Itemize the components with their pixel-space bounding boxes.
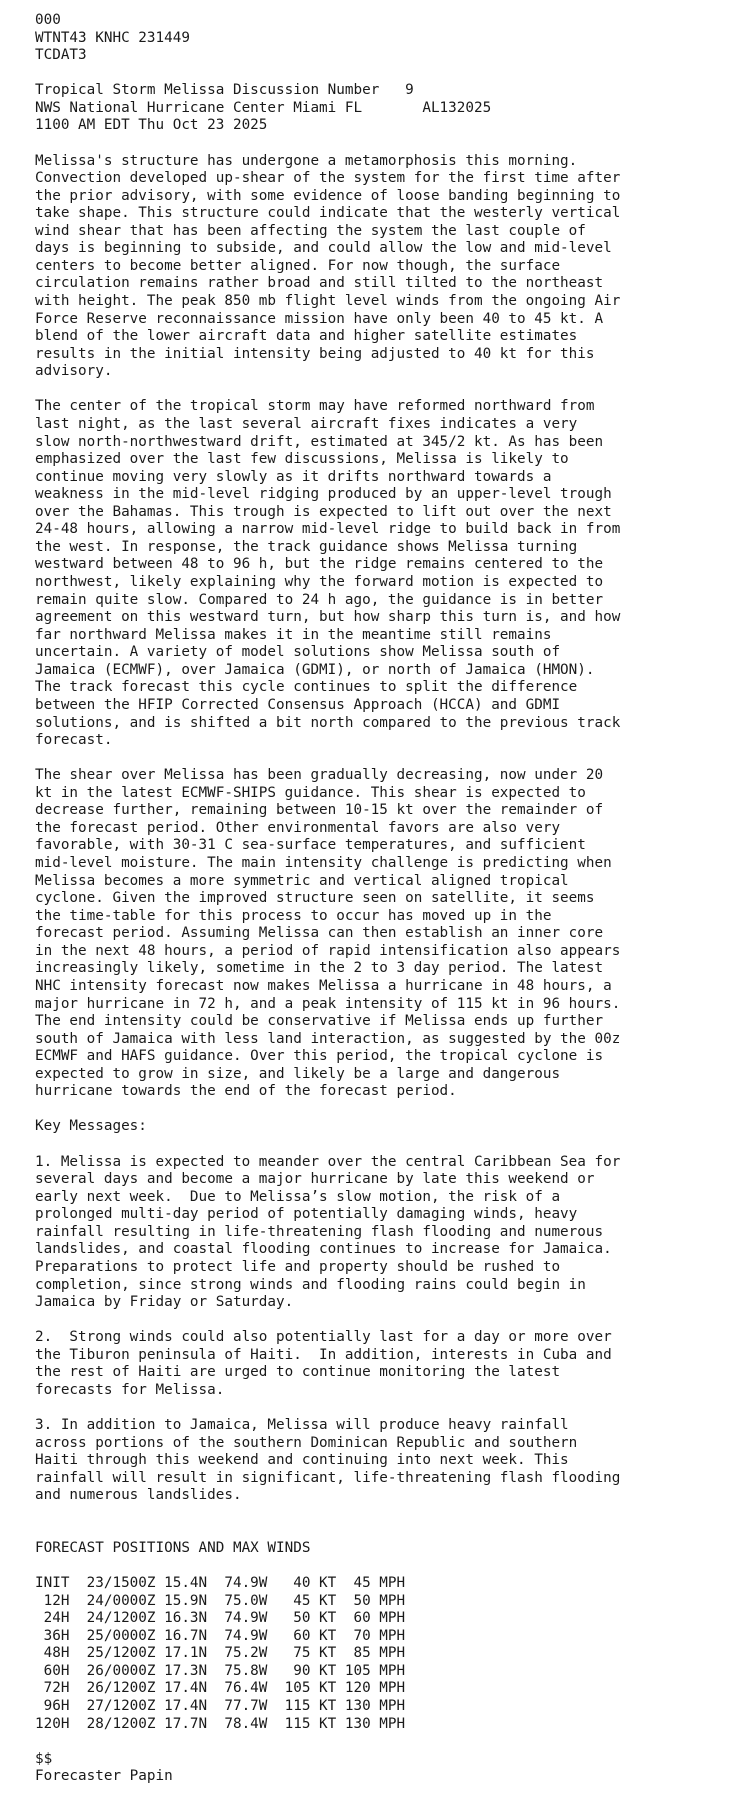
text-line: decrease further, remaining between 10-15 kt over the remainder of	[35, 802, 604, 819]
text-line: $$	[35, 1750, 53, 1767]
text-line: several days and become a major hurricane by late this weekend or	[35, 1171, 595, 1188]
text-line: forecast period. Assuming Melissa can then establish an inner core	[35, 925, 604, 942]
text-line: in the next 48 hours, a period of rapid intensification also appears	[35, 942, 621, 959]
text-line: remain quite slow. Compared to 24 h ago, the guidance is in better	[35, 591, 604, 608]
text-line: slow north-northwestward drift, estimated at 345/2 kt. As has been	[35, 433, 604, 450]
text-line: 2. Strong winds could also potentially last for a day or more over	[35, 1329, 612, 1346]
text-line: 36H 25/0000Z 16.7N 74.9W 60 KT 70 MPH	[35, 1627, 406, 1644]
text-line: days is beginning to subside, and could allow the low and mid-level	[35, 240, 612, 257]
text-line	[35, 381, 620, 399]
text-line: 000	[35, 12, 61, 28]
text-line: far northward Melissa makes it in the meantime still remains	[35, 626, 552, 643]
text-line: westward between 48 to 96 h, but the ridge remains centered to the	[35, 556, 604, 573]
text-line: northwest, likely explaining why the forward motion is expected to	[35, 574, 604, 590]
text-line: cyclone. Given the improved structure seen on satellite, it seems	[35, 890, 595, 907]
text-line: 96H 27/1200Z 17.4N 77.7W 115 KT 130 MPH	[35, 1698, 406, 1714]
text-line: results in the initial intensity being adjusted to 40 kt for this	[35, 345, 595, 362]
text-line: WTNT43 KNHC 231449	[35, 29, 190, 46]
text-line	[35, 750, 620, 768]
text-line: centers to become better aligned. For now though, the surface	[35, 257, 561, 274]
text-line	[35, 1136, 620, 1154]
text-line: 24-48 hours, allowing a narrow mid-level ridge to build back in from	[35, 521, 621, 538]
text-line: NHC intensity forecast now makes Melissa a hurricane in 48 hours, a	[35, 977, 612, 994]
text-line: last night, as the last several aircraft fixes indicates a very	[35, 415, 578, 432]
text-line: uncertain. A variety of model solutions show Melissa south of	[35, 644, 561, 661]
text-line: advisory.	[35, 363, 113, 380]
text-line: kt in the latest ECMWF-SHIPS guidance. This shear is expected to	[35, 784, 586, 801]
text-line: TCDAT3	[35, 47, 87, 64]
text-line	[35, 1558, 620, 1576]
text-line: 3. In addition to Jamaica, Melissa will produce heavy rainfall	[35, 1417, 569, 1433]
text-line: take shape. This structure could indicate that the westerly vertical	[35, 205, 621, 222]
text-line: hurricane towards the end of the forecast period.	[35, 1083, 457, 1100]
text-line: across portions of the southern Dominican Republic and southern	[35, 1434, 578, 1451]
text-line: Key Messages:	[35, 1118, 147, 1135]
text-line: between the HFIP Corrected Consensus Approach (HCCA) and GDMI	[35, 696, 561, 713]
text-line: mid-level moisture. The main intensity challenge is predicting when	[35, 855, 612, 871]
text-line: The center of the tropical storm may have reformed northward from	[35, 398, 595, 415]
text-line: and numerous landslides.	[35, 1487, 242, 1504]
text-line: Melissa's structure has undergone a metamorphosis this morning.	[35, 152, 578, 169]
text-line: landslides, and coastal flooding continues to increase for Jamaica.	[35, 1241, 612, 1258]
text-line: 120H 28/1200Z 17.7N 78.4W 115 KT 130 MPH	[35, 1715, 406, 1732]
text-line	[35, 1399, 620, 1417]
text-line	[35, 135, 620, 153]
text-line: The track forecast this cycle continues to split the difference	[35, 679, 578, 696]
text-line: Convection developed up-shear of the system for the first time after	[35, 170, 621, 187]
text-line: agreement on this westward turn, but how sharp this turn is, and how	[35, 609, 621, 626]
text-line: forecasts for Melissa.	[35, 1381, 225, 1398]
text-line: south of Jamaica with less land interaction, as suggested by the 00z	[35, 1030, 621, 1047]
text-line	[35, 1312, 620, 1330]
text-line: The shear over Melissa has been gradually decreasing, now under 20	[35, 767, 604, 784]
text-line: blend of the lower aircraft data and higher satellite estimates	[35, 328, 578, 345]
text-line: solutions, and is shifted a bit north compared to the previous track	[35, 714, 621, 731]
text-line: Jamaica (ECMWF), over Jamaica (GDMI), or north of Jamaica (HMON).	[35, 661, 595, 678]
text-line: weakness in the mid-level ridging produced by an upper-level trough	[35, 486, 612, 503]
text-line: Force Reserve reconnaissance mission have only been 40 to 45 kt. A	[35, 310, 604, 327]
text-line: prolonged multi-day period of potentially damaging winds, heavy	[35, 1206, 578, 1223]
text-line: favorable, with 30-31 C sea-surface temperatures, and sufficient	[35, 837, 586, 854]
text-line	[35, 1505, 620, 1523]
text-line: the forecast period. Other environmental favors are also very	[35, 819, 561, 836]
text-line: 1100 AM EDT Thu Oct 23 2025	[35, 117, 268, 134]
text-line: rainfall will result in significant, life-threatening flash flooding	[35, 1469, 621, 1486]
text-line: the time-table for this process to occur has moved up in the	[35, 907, 552, 924]
text-line: rainfall resulting in life-threatening flash flooding and numerous	[35, 1223, 604, 1240]
text-line: Tropical Storm Melissa Discussion Number 9	[35, 82, 414, 99]
text-line: increasingly likely, sometime in the 2 to 3 day period. The latest	[35, 960, 604, 977]
text-line	[35, 1733, 620, 1751]
text-line: Preparations to protect life and property should be rushed to	[35, 1258, 561, 1275]
text-line: the prior advisory, with some evidence of loose banding beginning to	[35, 187, 621, 204]
text-line: 12H 24/0000Z 15.9N 75.0W 45 KT 50 MPH	[35, 1592, 406, 1609]
text-line: forecast.	[35, 732, 113, 749]
text-line	[35, 65, 620, 83]
text-line: with height. The peak 850 mb flight level winds from the ongoing Air	[35, 293, 621, 309]
text-line	[35, 1101, 620, 1119]
text-line: emphasized over the last few discussions, Melissa is likely to	[35, 451, 569, 468]
text-line: the west. In response, the track guidance shows Melissa turning	[35, 538, 578, 555]
text-line: 48H 25/1200Z 17.1N 75.2W 75 KT 85 MPH	[35, 1645, 406, 1662]
text-line: 24H 24/1200Z 16.3N 74.9W 50 KT 60 MPH	[35, 1610, 406, 1627]
text-line: early next week. Due to Melissa’s slow motion, the risk of a	[35, 1188, 561, 1205]
text-line: 72H 26/1200Z 17.4N 76.4W 105 KT 120 MPH	[35, 1680, 406, 1697]
text-line: wind shear that has been affecting the system the last couple of	[35, 222, 586, 239]
text-line: completion, since strong winds and flooding rains could begin in	[35, 1276, 586, 1293]
text-line: Melissa becomes a more symmetric and vertical aligned tropical	[35, 872, 569, 889]
text-line: the rest of Haiti are urged to continue monitoring the latest	[35, 1364, 561, 1381]
text-line: 60H 26/0000Z 17.3N 75.8W 90 KT 105 MPH	[35, 1662, 406, 1679]
text-line: major hurricane in 72 h, and a peak intensity of 115 kt in 96 hours.	[35, 995, 621, 1012]
text-line: INIT 23/1500Z 15.4N 74.9W 40 KT 45 MPH	[35, 1575, 406, 1592]
text-line: NWS National Hurricane Center Miami FL AL132025	[35, 99, 492, 116]
text-line: ECMWF and HAFS guidance. Over this period, the tropical cyclone is	[35, 1048, 604, 1065]
text-line: Haiti through this weekend and continuing into next week. This	[35, 1452, 569, 1469]
text-line: continue moving very slowly as it drifts northward towards a	[35, 468, 552, 485]
text-line: FORECAST POSITIONS AND MAX WINDS	[35, 1539, 311, 1556]
text-line: Forecaster Papin	[35, 1768, 173, 1785]
text-line: over the Bahamas. This trough is expected to lift out over the next	[35, 503, 612, 520]
discussion-document	[35, 12, 620, 1786]
text-line: The end intensity could be conservative if Melissa ends up further	[35, 1013, 604, 1030]
text-line: Jamaica by Friday or Saturday.	[35, 1294, 294, 1311]
text-line: expected to grow in size, and likely be a large and dangerous	[35, 1065, 561, 1082]
text-line: 1. Melissa is expected to meander over the central Caribbean Sea for	[35, 1153, 621, 1170]
text-line	[35, 1522, 620, 1540]
text-line: the Tiburon peninsula of Haiti. In addition, interests in Cuba and	[35, 1346, 612, 1363]
text-line: circulation remains rather broad and still tilted to the northeast	[35, 275, 604, 292]
